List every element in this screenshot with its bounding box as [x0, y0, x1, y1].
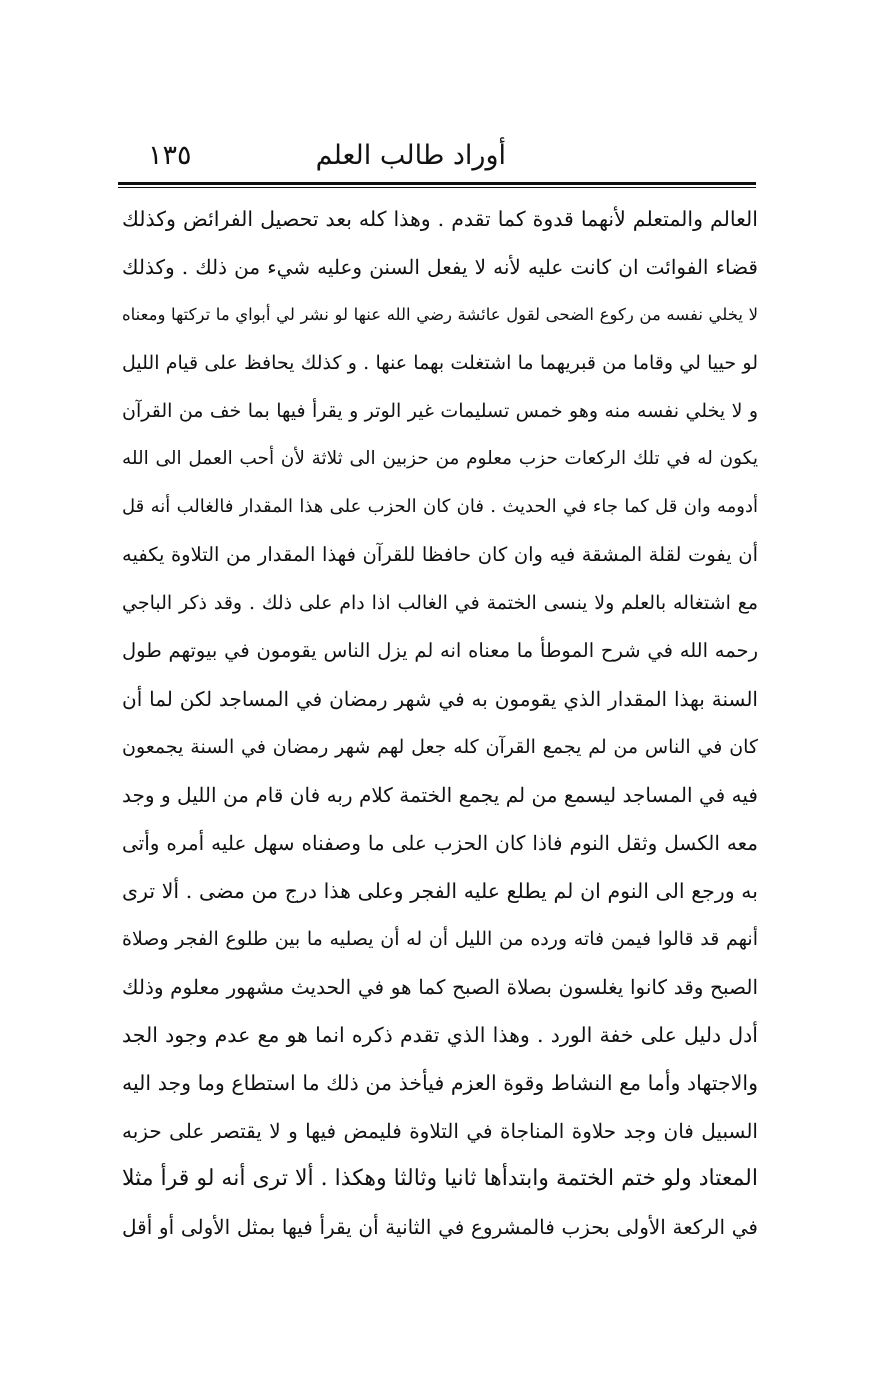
text-line: الصبح وقد كانوا يغلسون بصلاة الصبح كما هو في الحديث مشهور معلوم وذلك	[122, 975, 758, 999]
text-line: مع اشتغاله بالعلم ولا ينسى الختمة في الغالب اذا دام على ذلك . وقد ذكر الباجي	[122, 592, 758, 614]
body-text	[122, 195, 758, 1251]
running-title: أوراد طالب العلم	[315, 140, 506, 171]
text-line: و لا يخلي نفسه منه وهو خمس تسليمات غير الوتر و يقرأ فيها بما خف من القرآن	[122, 400, 758, 422]
text-line: يكون له في تلك الركعات حزب معلوم من حزبين الى ثلاثة لأن أحب العمل الى الله	[122, 448, 758, 469]
text-line: معه الكسل وثقل النوم فاذا كان الحزب على ما وصفناه سهل عليه أمره وأتى	[122, 831, 758, 855]
header-rule	[118, 182, 756, 185]
text-line: أدل دليل على خفة الورد . وهذا الذي تقدم ذكره انما هو مع عدم وجود الجد	[122, 1023, 758, 1047]
text-line: السبيل فان وجد حلاوة المناجاة في التلاوة فليمض فيها و لا يقتصر على حزبه	[122, 1119, 758, 1143]
text-line: أن يفوت لقلة المشقة فيه وان كان حافظا للقرآن فهذا المقدار من التلاوة يكفيه	[122, 543, 758, 566]
text-line: فيه في المساجد ليسمع من لم يجمع الختمة كلام ربه فان قام من الليل و وجد	[122, 783, 758, 807]
text-line: في الركعة الأولى بحزب فالمشروع في الثانية أن يقرأ فيها بمثل الأولى أو أقل	[122, 1215, 758, 1239]
text-line: قضاء الفوائت ان كانت عليه لأنه لا يفعل السنن وعليه شيء من ذلك . وكذلك	[122, 255, 758, 279]
text-line: والاجتهاد وأما مع النشاط وقوة العزم فيأخذ من ذلك ما استطاع وما وجد اليه	[122, 1071, 758, 1095]
text-line: كان في الناس من لم يجمع القرآن كله جعل لهم شهر رمضان في السنة يجمعون	[122, 736, 758, 758]
text-line: أدومه وان قل كما جاء في الحديث . فان كان الحزب على هذا المقدار فالغالب أنه قل	[122, 496, 758, 517]
text-line: به ورجع الى النوم ان لم يطلع عليه الفجر وعلى هذا درج من مضى . ألا ترى	[122, 879, 758, 903]
page-header	[120, 132, 756, 184]
page-number: ١٣٥	[148, 140, 192, 171]
text-line: السنة بهذا المقدار الذي يقومون به في شهر رمضان في المساجد لكن لما أن	[122, 687, 758, 711]
text-line: لو حييا لي وقاما من قبريهما ما اشتغلت بهما عنها . و كذلك يحافظ على قيام الليل	[122, 352, 758, 374]
header-rule-thin	[118, 187, 756, 188]
text-line: رحمه الله في شرح الموطأ ما معناه انه لم يزل الناس يقومون في بيوتهم طول	[122, 639, 758, 662]
text-line: المعتاد ولو ختم الختمة وابتدأها ثانيا وثالثا وهكذا . ألا ترى أنه لو قرأ مثلا	[122, 1166, 758, 1191]
text-line: العالم والمتعلم لأنهما قدوة كما تقدم . وهذا كله بعد تحصيل الفرائض وكذلك	[122, 207, 758, 231]
text-line: لا يخلي نفسه من ركوع الضحى لقول عائشة رضي الله عنها لو نشر لي أبواي ما تركتها ومعناه	[122, 305, 758, 324]
text-line: أنهم قد قالوا فيمن فاته ورده من الليل أن له أن يصليه ما بين طلوع الفجر وصلاة	[122, 928, 758, 950]
